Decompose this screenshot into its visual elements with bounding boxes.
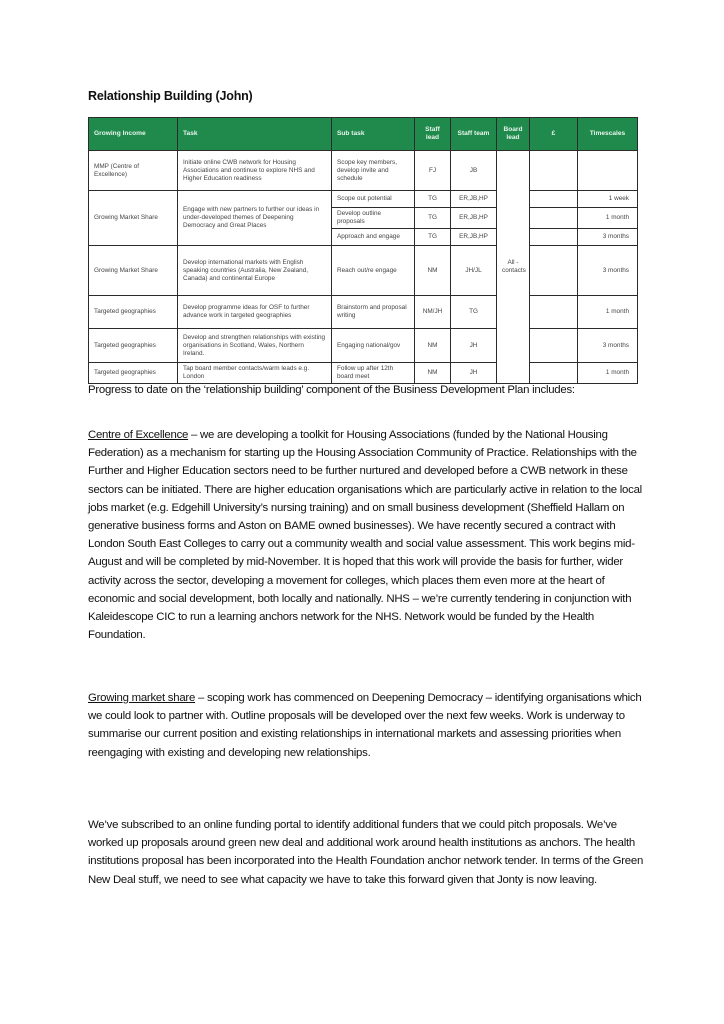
header-sub-task: Sub task xyxy=(332,118,415,151)
cell-staff-lead: TG xyxy=(415,191,451,208)
cell-task: Engage with new partners to further our ideas in under-developed themes of Deepening Democracy and Great Places xyxy=(178,191,332,246)
cell-sub-task: Follow up after 12th board meet xyxy=(332,363,415,384)
header-staff-team: Staff team xyxy=(451,118,497,151)
table-header-row xyxy=(89,118,638,151)
cell-staff-team: ER,JB,HP xyxy=(451,229,497,246)
cell-timescale: 1 week xyxy=(578,191,638,208)
cell-timescale: 3 months xyxy=(578,329,638,363)
cell-sub-task: Scope out potential xyxy=(332,191,415,208)
cell-task: Develop and strengthen relationships with existing organisations in Scotland, Wales, Northern Ireland. xyxy=(178,329,332,363)
cell-category: Targeted geographies xyxy=(89,329,178,363)
document-title: Relationship Building (John) xyxy=(88,89,253,103)
cell-money xyxy=(530,296,578,329)
header-staff-lead: Staff lead xyxy=(415,118,451,151)
cell-staff-lead: NM/JH xyxy=(415,296,451,329)
cell-staff-lead: NM xyxy=(415,246,451,296)
plan-table xyxy=(88,117,638,384)
section-heading: Centre of Excellence xyxy=(88,429,189,441)
cell-category: Growing Market Share xyxy=(89,246,178,296)
cell-sub-task: Scope key members, develop invite and schedule xyxy=(332,151,415,191)
cell-timescale: 3 months xyxy=(578,229,638,246)
cell-staff-lead: FJ xyxy=(415,151,451,191)
header-money: £ xyxy=(530,118,578,151)
cell-timescale xyxy=(578,151,638,191)
cell-category: Targeted geographies xyxy=(89,296,178,329)
cell-board-lead-merged: All - contacts xyxy=(497,151,530,384)
cell-money xyxy=(530,151,578,191)
cell-staff-team: JH xyxy=(451,329,497,363)
cell-task: Develop programme ideas for OSF to further advance work in targeted geographies xyxy=(178,296,332,329)
cell-timescale: 1 month xyxy=(578,363,638,384)
cell-staff-lead: TG xyxy=(415,208,451,229)
cell-staff-team: ER,JB,HP xyxy=(451,208,497,229)
cell-staff-lead: NM xyxy=(415,363,451,384)
cell-staff-team: TG xyxy=(451,296,497,329)
cell-money xyxy=(530,208,578,229)
cell-staff-team: JH/JL xyxy=(451,246,497,296)
cell-staff-team: ER,JB,HP xyxy=(451,191,497,208)
cell-sub-task: Develop outline proposals xyxy=(332,208,415,229)
intro-paragraph: Progress to date on the ‘relationship building’ component of the Business Development Plan includes: xyxy=(88,384,575,396)
section-heading: Growing market share xyxy=(88,692,196,704)
cell-money xyxy=(530,229,578,246)
header-board-lead: Board lead xyxy=(497,118,530,151)
cell-sub-task: Reach out/re engage xyxy=(332,246,415,296)
cell-task: Initiate online CWB network for Housing Associations and continue to explore NHS and Higher Education readiness xyxy=(178,151,332,191)
cell-task: Develop international markets with English speaking countries (Australia, New Zealand, Canada) and continental Europe xyxy=(178,246,332,296)
header-growing-income: Growing Income xyxy=(89,118,178,151)
cell-sub-task: Approach and engage xyxy=(332,229,415,246)
table-row xyxy=(89,296,638,329)
cell-category: Growing Market Share xyxy=(89,191,178,246)
table-row xyxy=(89,246,638,296)
header-timescales: Timescales xyxy=(578,118,638,151)
cell-sub-task: Brainstorm and proposal writing xyxy=(332,296,415,329)
header-task: Task xyxy=(178,118,332,151)
section-centre-of-excellence xyxy=(88,426,648,644)
cell-timescale: 1 month xyxy=(578,208,638,229)
section-text: – scoping work has commenced on Deepening Democracy – identifying organisations which we could look to partner with. Outline proposals will be developed over the next few weeks. Work is underway to summarise our current position and existing relationships in international markets and assessing priorities when reengaging with existing and developing new relationships. xyxy=(88,692,642,759)
section-growing-market-share xyxy=(88,689,648,762)
cell-money xyxy=(530,191,578,208)
cell-money xyxy=(530,246,578,296)
cell-staff-lead: TG xyxy=(415,229,451,246)
cell-timescale: 3 months xyxy=(578,246,638,296)
cell-staff-lead: NM xyxy=(415,329,451,363)
closing-paragraph: We’ve subscribed to an online funding portal to identify additional funders that we could pitch proposals. We’ve worked up proposals around green new deal and additional work around health institutions as anchors. The health institutions proposal has been incorporated into the Health Foundation anchor network tender. In terms of the Green New Deal stuff, we need to see what capacity we have to take this forward given that Jonty is now leaving. xyxy=(88,819,644,886)
cell-category: Targeted geographies xyxy=(89,363,178,384)
cell-timescale: 1 month xyxy=(578,296,638,329)
cell-task: Tap board member contacts/warm leads e.g. London xyxy=(178,363,332,384)
cell-sub-task: Engaging national/gov xyxy=(332,329,415,363)
table-row xyxy=(89,329,638,363)
cell-category: MMP (Centre of Excellence) xyxy=(89,151,178,191)
cell-staff-team: JB xyxy=(451,151,497,191)
cell-staff-team: JH xyxy=(451,363,497,384)
cell-money xyxy=(530,329,578,363)
table-row xyxy=(89,191,638,208)
table-row xyxy=(89,151,638,191)
section-text: – we are developing a toolkit for Housing Associations (funded by the National Housing Federation) as a mechanism for starting up the Housing Association Community of Practice. Relationships with the Further and Higher Education sectors need to be further nurtured and developed before a CWB network in these sectors can be initiated. There are higher education organisations which are particularly active in relation to the local jobs market (e.g. Edgehill University’s nursing training) and on small business development (Sheffield Hallam on generative business forms and Aston on BAME owned businesses). We have recently secured a contract with London South East Colleges to carry out a community wealth and social value assessment. This work begins mid-August and will be completed by mid-November. It is hoped that this work will provide the basis for further, wider activity across the sector, developing a movement for colleges, which places them even more at the heart of economic and social development, both locally and nationally. NHS – we’re currently tendering in conjunction with Kaleidescope CIC to run a learning anchors network for the NHS. Network would be funded by the Health Foundation. xyxy=(88,429,642,642)
